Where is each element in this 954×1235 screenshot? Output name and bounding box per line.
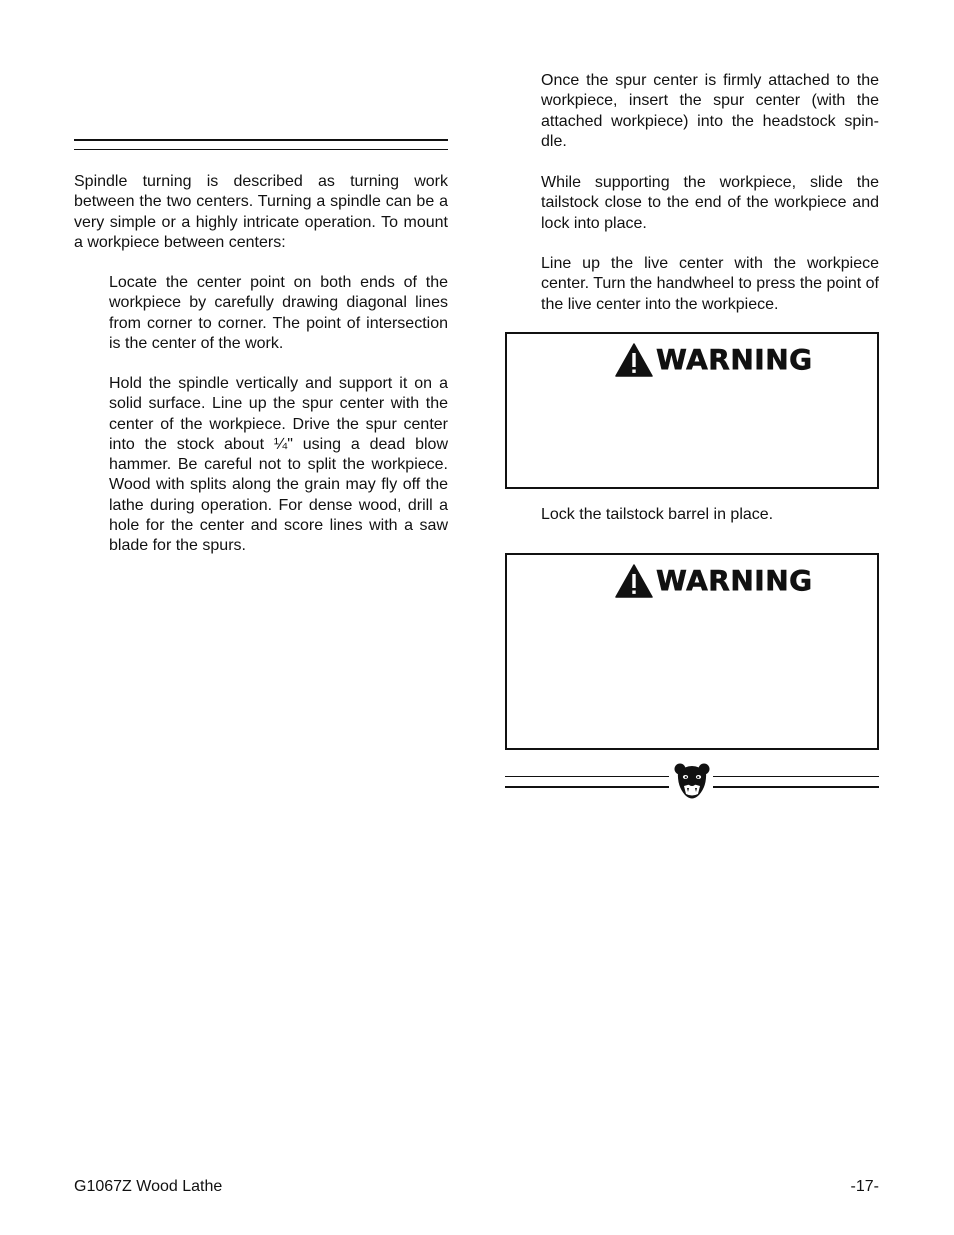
footer-page-number: -17- [850,1178,879,1195]
warning-header-2 [615,563,813,599]
warning-header-1 [615,342,813,378]
bear-logo-divider [505,760,879,804]
step-line-up-live-center: Line up the live center with the workpiece center. Turn the handwheel to press the point of the live center into the workpiece. [541,255,879,313]
warning-box-2 [505,553,879,750]
divider-line [713,776,879,777]
warning-triangle-icon [615,343,653,377]
divider-line [713,786,879,788]
step-lock-tailstock-barrel: Lock the tailstock barrel in place. [541,506,774,523]
step-hold-spindle: Hold the spindle vertically and support it on a solid surface. Line up the spur center with the center of the workpiece. Drive the spur center into the stock about ¼" using a dead blow hammer. Be careful not to split the workpiece. Wood with splits along the grain may fly off the lathe during operation. For dense wood, drill a hole for the center and score lines with a saw blade for the spurs. [109,375,448,555]
footer-model-name: G1067Z Wood Lathe [74,1178,223,1195]
warning-box-1 [505,332,879,489]
intro-paragraph: Spindle turning is described as turning work between the two centers. Turning a spindle can be a very simple or a highly intricate operation. To mount a workpiece between centers: [74,173,448,251]
step-slide-tailstock: While supporting the workpiece, slide the tailstock close to the end of the workpiece and lock into place. [541,174,879,232]
divider-line [505,786,669,788]
section-rule-thin [74,149,448,150]
warning-label: WARNING [656,343,813,376]
warning-triangle-icon [615,564,653,598]
section-rule-thick [74,139,448,141]
step-insert-spur-center: Once the spur center is firmly attached to the workpiece, insert the spur center (with the attached workpiece) into the headstock spin-dle. [541,72,879,150]
bear-head-logo-icon [673,762,711,802]
step-locate-center: Locate the center point on both ends of the workpiece by carefully drawing diagonal lines from corner to corner. The point of intersection is the center of the work. [109,274,448,352]
warning-label: WARNING [656,564,813,597]
divider-line [505,776,669,777]
